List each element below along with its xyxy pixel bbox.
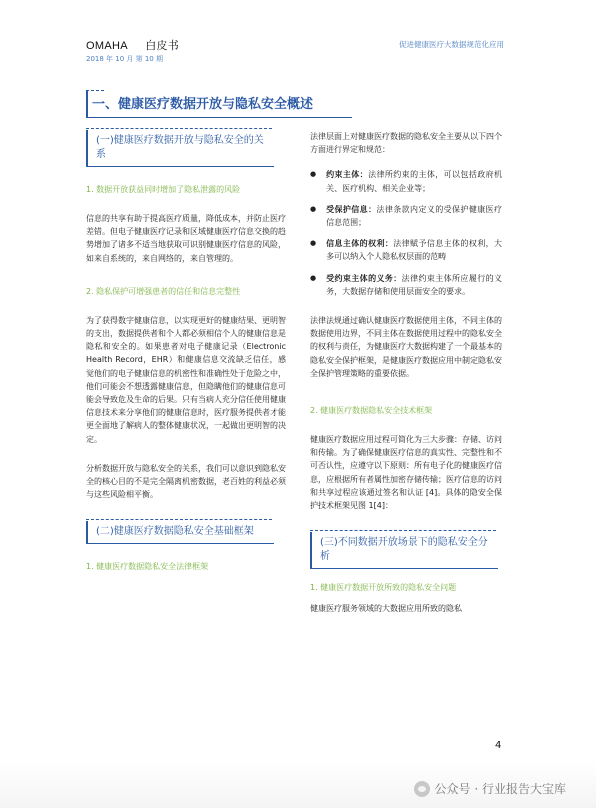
paragraph-relationship: 分析数据开放与隐私安全的关系，我们可以意识到隐私安全的核心目的不是完全隔离机密数据，老百姓的利益必须与这些风险相平衡。 (86, 463, 286, 500)
right-column (310, 130, 502, 615)
subheading-trust: 2. 隐私保护可增强患者的信任和信息完整性 (86, 286, 241, 296)
paragraph-sharing: 信息的共享有助于提高医疗质量，降低成本，并防止医疗差错。但电子健康医疗记录和区域健康医疗信息交换的趋势增加了诸多不适当地获取可识别健康医疗信息的风险，如来自系统的，来自网络的，来自管理的。 (86, 214, 286, 263)
paragraph-tech-framework: 健康医疗数据应用过程可简化为三大步骤：存储、访问和传输。为了确保健康医疗信息的真实性、完整性和不可否认性，应遵守以下原则：所有电子化的健康医疗信息，应根据所有者属性加密存储传输；医疗信息的访问和共享过程应该通过签名和认证 [4]。具体的隐安全保护技术框架见图 1[4]： (310, 435, 502, 511)
doc-type: 白皮书 (145, 40, 180, 52)
bullet-dot-icon: ● (310, 273, 317, 282)
brand-name: OMAHA (86, 40, 128, 52)
paragraph-legal-intro: 法律层面上对健康医疗数据的隐私安全主要从以下四个方面进行界定和规范： (310, 132, 502, 155)
page-header-left (86, 37, 193, 64)
paragraph-trust: 为了获得数字健康信息，以实现更好的健康结果、更明智的支出，数据提供者和个人都必须相信个人的健康信息是隐私和安全的。如果患者对电子健康记录（Electronic Health Record，EHR）和健康信息交流缺乏信任，感觉他们的电子健康信息的机密性和准确性处于危险之中，他们可能会不想透露健康信息，但隐瞒他们的健康信息可能会导致危及生命的后果。只有当病人充分信任使用健康信息技术来分享他们的健康信息时，医疗服务提供者才能更全面地了解病人的整体健康状况，一起做出更明智的决定。 (86, 315, 286, 444)
paragraph-privacy-issues: 健康医疗服务领域的大数据应用所致的隐私 (310, 604, 462, 614)
bullet-term: 信息主体的权利： (326, 239, 394, 249)
watermark-text: 公众号 · 行业报告大宝库 (434, 782, 566, 796)
bullet-term: 受约束主体的义务： (326, 273, 402, 283)
subheading-open-data-issues: 1. 健康医疗数据开放所致的隐私安全问题 (310, 583, 457, 593)
bullet-text: 法律条款内定义的受保护健康医疗信息范围； (326, 204, 503, 228)
bullet-dot-icon: ● (310, 239, 317, 248)
subheading-risk: 1. 数据开放获益同时增加了隐私泄露的风险 (86, 185, 241, 194)
bullet-dot-icon: ● (310, 204, 317, 213)
bullet-text: 法律所约束的主体，可以包括政府机关、医疗机构、相关企业等； (326, 170, 503, 193)
bullet-item (310, 168, 502, 194)
watermark-bar (0, 760, 596, 808)
page-number: 4 (495, 740, 502, 751)
bullet-item (310, 237, 502, 263)
chapter-heading: 一、健康医疗数据开放与隐私安全概述 (86, 90, 352, 118)
wechat-icon (414, 781, 430, 797)
section-2-heading: (二)健康医疗数据隐私安全基础框架 (86, 521, 274, 544)
paragraph-legal-framework: 法律法规通过确认健康医疗数据使用主体，不同主体的数据使用边界，不同主体在数据使用过程中的隐私安全的权利与责任，为健康医疗大数据构建了一个最基本的隐私安全保护框架，是健康医疗数据应用中制定隐私安全保护管理策略的重要依据。 (310, 316, 502, 378)
subheading-tech-framework: 2. 健康医疗数据隐私安全技术框架 (310, 406, 433, 416)
left-column (86, 130, 286, 573)
bullet-dot-icon: ● (310, 170, 317, 179)
issue-date: 2018 年 10 月 第 10 期 (86, 55, 163, 63)
heading-dash-decoration (86, 90, 104, 91)
bullet-term: 约束主体： (326, 170, 369, 180)
bullet-text: 法律约束主体所应履行的义务，大数据存储和使用层面安全的要求。 (326, 273, 503, 296)
section-1-heading: (一)健康医疗数据开放与隐私安全的关系 (86, 130, 274, 167)
bullet-term: 受保护信息： (326, 204, 377, 214)
bullet-item (310, 203, 502, 229)
bullet-text: 法律赋予信息主体的权利，大多可以纳入个人隐私权层面的范畴 (326, 239, 502, 262)
bullet-item (310, 272, 502, 298)
section-3-heading: (三)不同数据开放场景下的隐私安全分析 (310, 532, 498, 569)
header-right-title: 促进健康医疗大数据规范化应用 (399, 40, 504, 49)
subheading-legal-framework: 1. 健康医疗数据隐私安全法律框架 (86, 562, 209, 572)
